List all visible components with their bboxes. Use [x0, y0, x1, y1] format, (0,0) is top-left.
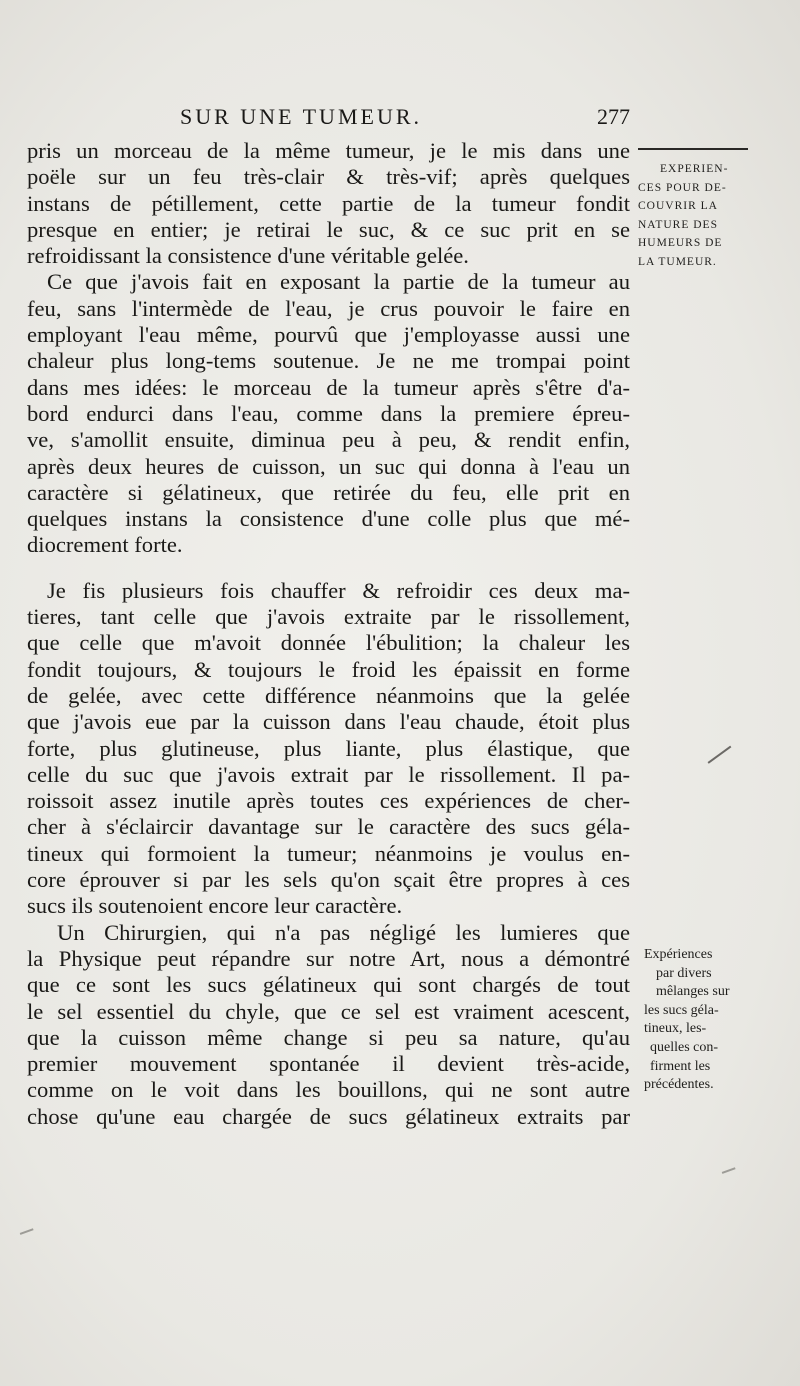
running-head: SUR UNE TUMEUR. — [180, 104, 423, 129]
text-line: premier mouvement spontanée il devient très-acide, — [27, 1051, 630, 1077]
text-line: instans de pétillement, cette partie de la tumeur fondit — [27, 190, 630, 216]
text-line: après deux heures de cuisson, un suc qui donna à l'eau un — [27, 453, 630, 479]
text-line: que j'avois eue par la cuisson dans l'eau chaude, étoit plus — [27, 709, 630, 735]
text-line: presque en entier; je retirai le suc, & ce suc prit en se — [27, 216, 630, 242]
paragraph-gap — [27, 559, 630, 578]
text-line: Je fis plusieurs fois chauffer & refroidir ces deux ma- — [47, 577, 630, 603]
margin-note-line: COUVRIR LA — [638, 200, 718, 213]
margin-note-line: EXPERIEN- — [660, 163, 729, 175]
text-line: Un Chirurgien, qui n'a pas négligé les lumieres que — [57, 919, 630, 945]
text-line: celle du suc que j'avois extrait par le rissollement. Il pa- — [27, 761, 630, 787]
text-line: le sel essentiel du chyle, que ce sel est vraiment acescent, — [27, 998, 630, 1024]
text-line: caractère si gélatineux, que retirée du feu, elle prit en — [27, 479, 630, 505]
text-line: la Physique peut répandre sur notre Art, nous a démontré — [27, 945, 630, 971]
text-line: comme on le voit dans les bouillons, qui ne sont autre — [27, 1077, 630, 1103]
text-line: dans mes idées: le morceau de la tumeur après s'être d'a- — [27, 374, 630, 400]
margin-rule — [638, 148, 748, 150]
paragraph — [27, 578, 630, 920]
text-line: employant l'eau même, pourvû que j'employasse aussi une — [27, 322, 630, 348]
margin-note-line: HUMEURS DE — [638, 237, 723, 250]
margin-note-line: mêlanges sur — [656, 984, 730, 1000]
text-line: que celle que m'avoit donnée l'ébulition; la chaleur les — [27, 630, 630, 656]
text-line: core éprouver si par les sels qu'on sçait être propres à ces — [27, 867, 630, 893]
text-line: refroidissant la consistence d'une véritable gelée. — [27, 243, 469, 269]
text-line: roissoit assez inutile après toutes ces expériences de cher- — [27, 788, 630, 814]
text-line: poële sur un feu très-clair & très-vif; après quelques — [27, 164, 630, 190]
margin-note-line: quelles con- — [650, 1039, 719, 1055]
margin-note-line: les sucs géla- — [644, 1002, 719, 1018]
text-line: que ce sont les sucs gélatineux qui sont chargés de tout — [27, 972, 630, 998]
paragraph — [27, 920, 630, 1130]
margin-note-line: Expériences — [644, 947, 713, 962]
margin-note-line: NATURE DES — [638, 218, 718, 231]
margin-note — [644, 946, 759, 1095]
page-header — [180, 100, 630, 136]
margin-note-line: précédentes. — [644, 1077, 714, 1093]
text-line: ve, s'amollit ensuite, diminua peu à peu, & rendit enfin, — [27, 427, 630, 453]
text-line: bord endurci dans l'eau, comme dans la premiere épreu- — [27, 400, 630, 426]
text-line: Ce que j'avois fait en exposant la partie de la tumeur au — [47, 269, 630, 295]
margin-note-line: LA TUMEUR. — [638, 255, 717, 268]
margin-note-line: tineux, les- — [644, 1021, 707, 1037]
text-line: tineux qui formoient la tumeur; néanmoins je voulus en- — [27, 840, 630, 866]
stray-pen-mark — [722, 1167, 736, 1173]
page-number: 277 — [597, 104, 630, 129]
text-line: quelques instans la consistence d'une colle plus que mé- — [27, 506, 630, 532]
text-line: de gelée, avec cette différence néanmoins que la gelée — [27, 682, 630, 708]
paragraph — [27, 269, 630, 558]
margin-note — [638, 160, 753, 272]
stray-pen-mark — [20, 1228, 34, 1234]
paragraph — [27, 138, 630, 269]
text-line: que la cuisson même change si peu sa nature, qu'au — [27, 1024, 630, 1050]
margin-note-line: CES POUR DE- — [638, 181, 727, 194]
text-line: forte, plus glutineuse, plus liante, plus élastique, que — [27, 735, 630, 761]
margin-note-line: par divers — [656, 965, 712, 981]
text-line: diocrement forte. — [27, 532, 183, 558]
text-line: tieres, tant celle que j'avois extraite par le rissollement, — [27, 604, 630, 630]
text-line: fondit toujours, & toujours le froid les épaissit en forme — [27, 656, 630, 682]
text-line: sucs ils soutenoient encore leur caractère. — [27, 893, 403, 919]
body-text — [27, 138, 630, 1130]
text-line: pris un morceau de la même tumeur, je le mis dans une — [27, 138, 630, 163]
text-line: feu, sans l'intermède de l'eau, je crus pouvoir le faire en — [27, 295, 630, 321]
margin-note-line: firment les — [650, 1058, 711, 1074]
text-line: cher à s'éclaircir davantage sur le caractère des sucs géla- — [27, 814, 630, 840]
text-line: chaleur plus long-tems soutenue. Je ne me trompai point — [27, 348, 630, 374]
stray-pen-mark — [708, 746, 732, 764]
text-line: chose qu'une eau chargée de sucs gélatineux extraits par — [27, 1103, 630, 1129]
